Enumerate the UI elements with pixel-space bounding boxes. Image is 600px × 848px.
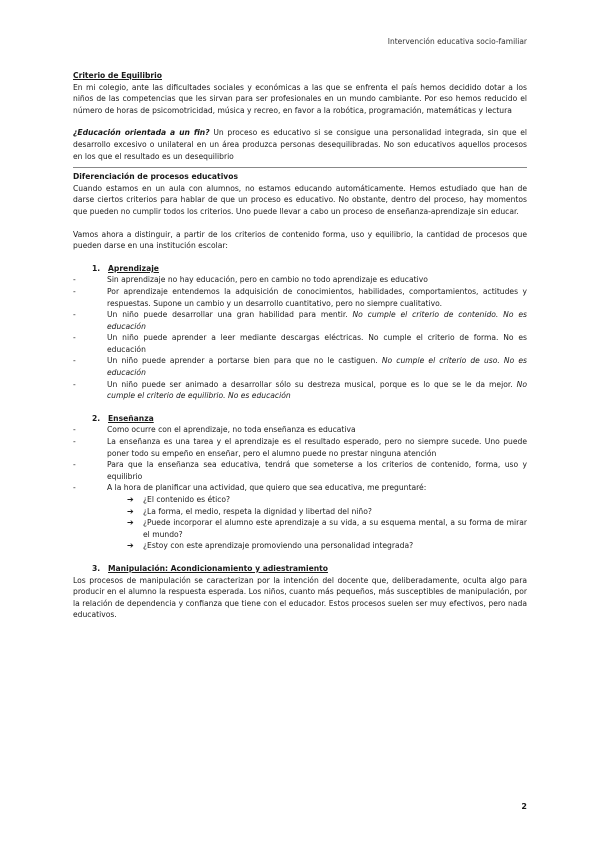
paragraph-fin-body: Un proceso es educativo si se consigue una personalidad integrada, sin que el desarrollo excesivo o unilateral en un área produzca personas desequilibradas. No son educativos aquellos procesos en los que el resultado es un desequilibrio [73, 128, 527, 161]
arrow-icon: ➔ [127, 495, 134, 504]
section-title-diferenciacion: Diferenciación de procesos educativos [73, 172, 238, 182]
section-title-equilibrio: Criterio de Equilibrio [73, 71, 162, 80]
list-item: ➔ ¿El contenido es ético? [127, 495, 231, 504]
dash-bullet: - [73, 333, 76, 343]
dash-bullet: - [73, 286, 76, 296]
subsection-number: 2. [92, 413, 101, 423]
dash-bullet: - [73, 356, 76, 366]
subsection-aprendizaje [92, 263, 527, 275]
list-item: - Un niño puede ser animado a desarrollar sólo su destreza musical, porque es lo que se le da mejor. No cumple el criterio de equilibrio. No es educación [73, 379, 527, 401]
subsection-title: Manipulación: Acondicionamiento y adiestramiento [108, 563, 328, 573]
list-item: - Para que la enseñanza sea educativa, tendrá que someterse a los criterios de contenido, forma, uso y equilibrio [73, 460, 527, 481]
list-questions [73, 494, 527, 552]
list-item: - Un niño puede aprender a leer mediante descargas eléctricas. No cumple el criterio de forma. No es educación [73, 333, 527, 354]
arrow-icon: ➔ [127, 506, 134, 516]
subsection-number: 1. [92, 263, 101, 273]
page-content [73, 70, 527, 621]
list-item: ➔ ¿La forma, el medio, respeta la dignidad y libertad del niño? [127, 506, 372, 516]
paragraph-manipulacion: Los procesos de manipulación se caracterizan por la intención del docente que, deliberadamente, oculta algo para producir en el alumno la respuesta esperada. Los niños, cuanto más pequeños, más susceptibles de manipulación, por la relación de dependencia y confianza que tiene con el educador. Estos procesos suelen ser muy efectivos, pero nada educativos. [73, 575, 527, 620]
running-header: Intervención educativa socio-familiar [387, 37, 527, 46]
paragraph-diferenciacion-1: Cuando estamos en un aula con alumnos, no estamos educando automáticamente. Hemos estudiado que han de darse ciertos criterios para hablar de que un proceso es educativo. No obstante, dentro del proceso, hay momentos que pueden no cumplir todos los criterios. Uno puede llevar a cabo un proceso de enseñanza-aprendizaje sin educar. [73, 183, 527, 216]
subsection-title: Aprendizaje [108, 263, 159, 273]
horizontal-rule [73, 167, 527, 168]
list-item: - Como ocurre con el aprendizaje, no toda enseñanza es educativa [73, 425, 356, 435]
subsection-number: 3. [92, 563, 101, 573]
list-item: - A la hora de planificar una actividad, que quiero que sea educativa, me preguntaré: [73, 483, 427, 493]
list-item: ➔ ¿Puede incorporar el alumno este aprendizaje a su vida, a su esquema mental, a su forma de mirar el mundo? [127, 518, 527, 539]
subsection-title: Enseñanza [108, 413, 154, 423]
arrow-icon: ➔ [127, 518, 134, 528]
paragraph-equilibrio: En mi colegio, ante las dificultades sociales y económicas a las que se enfrenta el país hemos decidido dotar a los niños de las competencias que les sirvan para ser profesionales en un mundo cambiante. Por eso hemos reducido el número de horas de psicomotricidad, música y recreo, en favor a la robótica, programación, matemáticas y lectura [73, 82, 527, 115]
dash-bullet: - [73, 379, 76, 389]
list-item: - Un niño puede desarrollar una gran habilidad para mentir. No cumple el criterio de contenido. No es educación [73, 310, 527, 331]
list-item: - Por aprendizaje entendemos la adquisición de conocimientos, habilidades, comportamientos, actitudes y respuestas. Supone un cambio y un desarrollo cuantitativo, pero no siempre cualitativo. [73, 286, 527, 308]
dash-bullet: - [73, 310, 76, 320]
list-item: - Sin aprendizaje no hay educación, pero en cambio no todo aprendizaje es educativo [73, 275, 428, 285]
dash-bullet: - [73, 437, 76, 447]
dash-bullet: - [73, 425, 76, 435]
dash-bullet: - [73, 460, 76, 470]
list-aprendizaje [73, 274, 527, 402]
paragraph-diferenciacion-2: Vamos ahora a distinguir, a partir de los criterios de contenido forma, uso y equilibrio, la cantidad de procesos que pueden darse en una institución escolar: [73, 229, 527, 251]
list-item: - Un niño puede aprender a portarse bien para que no le castiguen. No cumple el criterio de uso. No es educación [73, 356, 528, 378]
subsection-ensenanza [92, 413, 527, 425]
list-item: ➔ ¿Estoy con este aprendizaje promoviendo una personalidad integrada? [127, 541, 414, 551]
list-ensenanza [73, 424, 527, 494]
subsection-manipulacion [92, 563, 527, 575]
page-number: 2 [521, 802, 527, 811]
paragraph-fin [73, 127, 527, 162]
list-item: - La enseñanza es una tarea y el aprendizaje es el resultado esperado, pero no siempre sucede. Uno puede poner todo su empeño en enseñar, pero el alumno puede no prestar ninguna atención [73, 437, 527, 458]
lead-question: ¿Educación orientada a un fin? [73, 128, 210, 138]
dash-bullet: - [73, 275, 76, 285]
arrow-icon: ➔ [127, 541, 134, 551]
dash-bullet: - [73, 483, 76, 493]
